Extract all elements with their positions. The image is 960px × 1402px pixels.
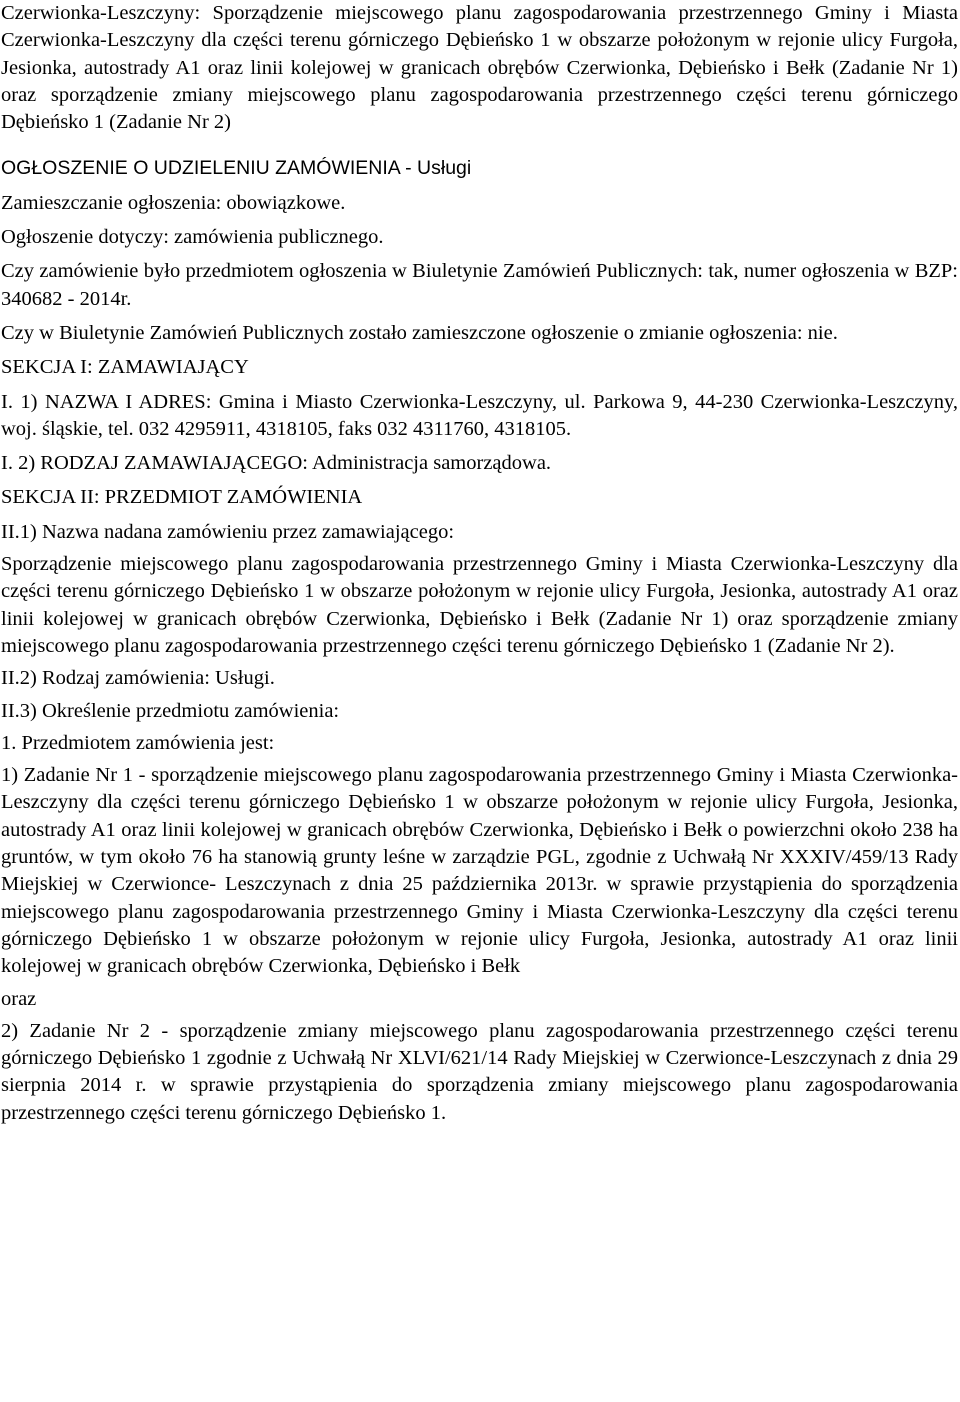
section2-kind: II.2) Rodzaj zamówienia: Usługi.	[1, 667, 275, 690]
subject-intro: 1. Przedmiotem zamówienia jest:	[1, 731, 275, 754]
section2-subject-label: II.3) Określenie przedmiotu zamówienia:	[1, 699, 340, 722]
bzp-question: Czy zamówienie było przedmiotem ogłoszenia w Biuletynie Zamówień Publicznych: tak, numer ogłoszenia w BZP: 340682 - 2014r.	[1, 260, 958, 310]
section2-name-label: II.1) Nazwa nadana zamówieniu przez zamawiającego:	[1, 520, 455, 543]
task-1-description: 1) Zadanie Nr 1 - sporządzenie miejscowego planu zagospodarowania przestrzennego Gminy i Miasta Czerwionka-Leszczyny dla części terenu górniczego Dębieńsko 1 w obszarze położonym w rejonie ulicy Furgoła, Jesionka, autostrady A1 oraz linii kolejowej w granicach obrębów Czerwionka, Dębieńsko i Bełk o powierzchni około 238 ha gruntów, w tym około 76 ha stanowią grunty leśne w zarządzie PGL, zgodnie z Uchwałą Nr XXXIV/459/13 Rady Miejskiej w Czerwionce- Leszczynach z dnia 25 października 2013r. w sprawie przystąpienia do sporządzenia miejscowego planu zagospodarowania przestrzennego Gminy i Miasta Czerwionka-Leszczyny dla części terenu górniczego Dębieńsko 1 w obszarze położonym w rejonie ulicy Furgoła, Jesionka, autostrady A1 oraz linii kolejowej w granicach obrębów Czerwionka, Dębieńsko i Bełk	[1, 764, 958, 978]
section2-heading: SEKCJA II: PRZEDMIOT ZAMÓWIENIA	[1, 486, 363, 509]
document-title: Czerwionka-Leszczyny: Sporządzenie miejscowego planu zagospodarowania przestrzennego Gminy i Miasta Czerwionka-Leszczyny dla części terenu górniczego Dębieńsko 1 w obszarze położonym w rejonie ulicy Furgoła, Jesionka, autostrady A1 oraz linii kolejowej w granicach obrębów Czerwionka, Dębieńsko i Bełk (Zadanie Nr 1) oraz sporządzenie zmiany miejscowego planu zagospodarowania przestrzennego części terenu górniczego Dębieńsko 1 (Zadanie Nr 2)	[1, 2, 958, 134]
concerns-line: Ogłoszenie dotyczy: zamówienia publicznego.	[1, 226, 384, 249]
conjunction-oraz: oraz	[1, 987, 37, 1010]
section2-name-value: Sporządzenie miejscowego planu zagospodarowania przestrzennego Gminy i Miasta Czerwionka-Leszczyny dla części terenu górniczego Dębieńsko 1 w obszarze położonym w rejonie ulicy Furgoła, Jesionka, autostrady A1 oraz linii kolejowej w granicach obrębów Czerwionka, Dębieńsko i Bełk (Zadanie Nr 1) oraz sporządzenie zmiany miejscowego planu zagospodarowania przestrzennego części terenu górniczego Dębieńsko 1 (Zadanie Nr 2).	[1, 553, 958, 657]
section1-type: I. 2) RODZAJ ZAMAWIAJĄCEGO: Administracja samorządowa.	[1, 452, 552, 475]
section1-name-address: I. 1) NAZWA I ADRES: Gmina i Miasto Czerwionka-Leszczyny, ul. Parkowa 9, 44-230 Czerwionka-Leszczyny, woj. śląskie, tel. 032 4295911, 4318105, faks 032 4311760, 4318105.	[1, 390, 958, 440]
change-question: Czy w Biuletynie Zamówień Publicznych zostało zamieszczone ogłoszenie o zmianie ogłoszenia: nie.	[1, 321, 838, 344]
task-2-description: 2) Zadanie Nr 2 - sporządzenie zmiany miejscowego planu zagospodarowania przestrzennego części terenu górniczego Dębieńsko 1 zgodnie z Uchwałą Nr XLVI/621/14 Rady Miejskiej w Czerwionce-Leszczynach z dnia 29 sierpnia 2014 r. w sprawie przystąpienia do sporządzenia zmiany miejscowego planu zagospodarowania przestrzennego części terenu górniczego Dębieńsko 1.	[1, 1019, 958, 1124]
section1-heading: SEKCJA I: ZAMAWIAJĄCY	[1, 356, 249, 379]
notice-type-heading: OGŁOSZENIE O UDZIELENIU ZAMÓWIENIA - Usługi	[1, 157, 472, 180]
placement-line: Zamieszczanie ogłoszenia: obowiązkowe.	[1, 191, 346, 214]
